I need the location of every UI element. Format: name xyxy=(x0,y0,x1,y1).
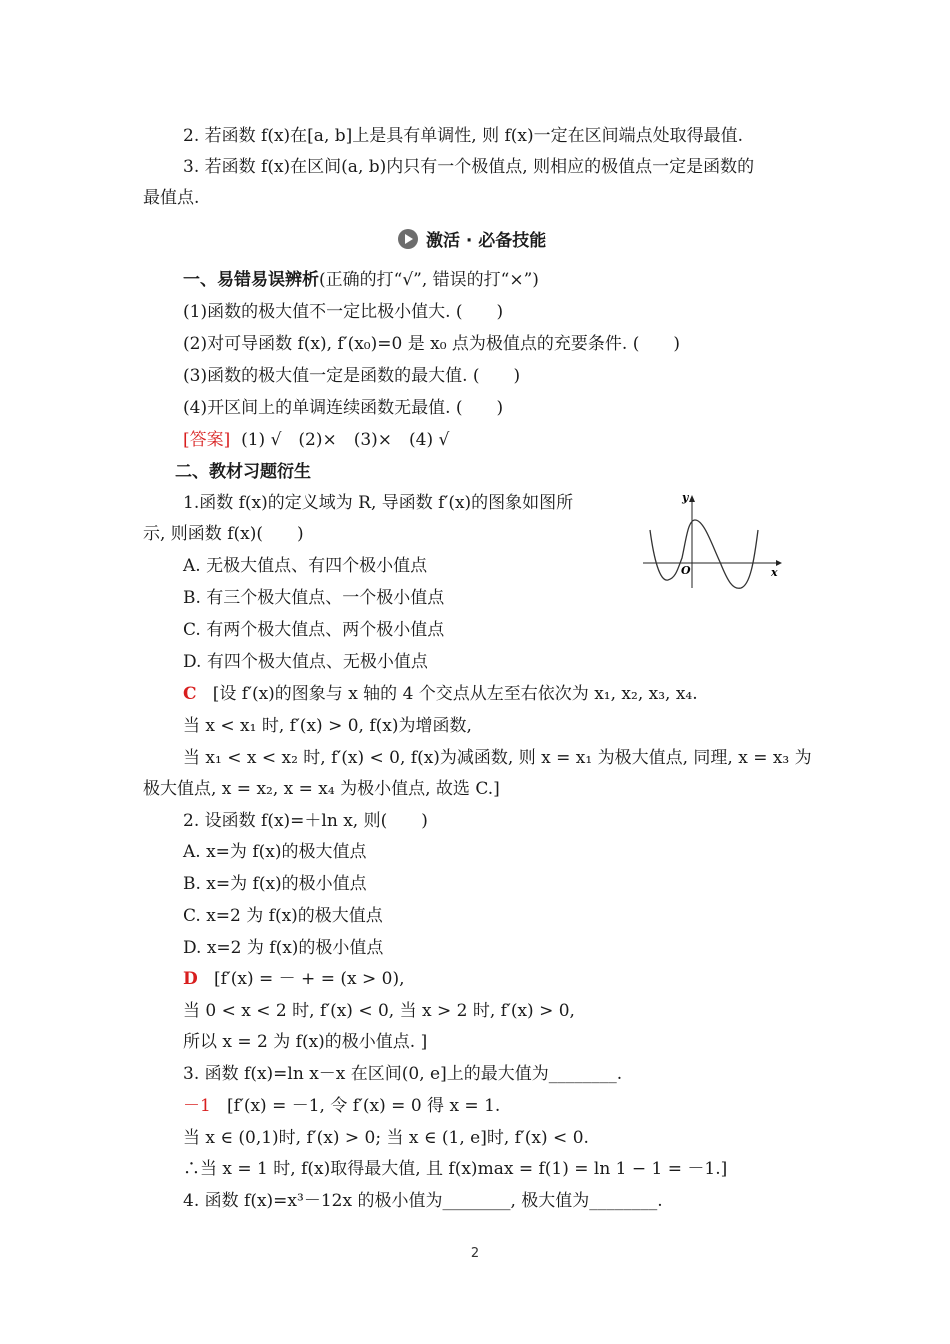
answer-text: (1) √ (2)× (3)× (4) √ xyxy=(241,430,450,450)
part2-heading: 二、教材习题衍生 xyxy=(175,462,311,482)
section-title: 激活 · 必备技能 xyxy=(426,231,547,251)
q3-solution-line2: 当 x ∈ (0,1)时, f′(x) > 0; 当 x ∈ (1, e]时, f′(x) < 0. xyxy=(183,1128,589,1148)
q2-solution-line3: 所以 x = 2 为 f(x)的极小值点. ] xyxy=(183,1032,428,1052)
q1-stem-line2: 示, 则函数 f(x)( ) xyxy=(143,524,304,544)
page-number: 2 xyxy=(470,1246,480,1261)
q3-answer-value: －1 xyxy=(183,1096,211,1116)
origin-label: O xyxy=(681,564,691,577)
part1-item-1: (1)函数的极大值不一定比极小值大. ( ) xyxy=(183,302,504,322)
q3-solution-line1: －1 [f′(x) = －1, 令 f′(x) = 0 得 x = 1. xyxy=(183,1096,501,1116)
q2-option-b: B. x=为 f(x)的极小值点 xyxy=(183,874,367,894)
section-heading xyxy=(398,226,546,251)
q1-option-b: B. 有三个极大值点、一个极小值点 xyxy=(183,588,445,608)
q1-option-a: A. 无极大值点、有四个极小值点 xyxy=(183,556,428,576)
q2-option-c: C. x=2 为 f(x)的极大值点 xyxy=(183,906,383,926)
y-axis-arrow-icon xyxy=(689,495,695,502)
q1-solution-line3: 当 x₁ < x < x₂ 时, f′(x) < 0, f(x)为减函数, 则 x = x₁ 为极大值点, 同理, x = x₃ 为 xyxy=(183,748,812,768)
q2-option-d: D. x=2 为 f(x)的极小值点 xyxy=(183,938,384,958)
part1-item-3: (3)函数的极大值一定是函数的最大值. ( ) xyxy=(183,366,521,386)
q2-stem: 2. 设函数 f(x)=＋ln x, 则( ) xyxy=(183,811,428,831)
q2-solution-line1: D [f′(x) = － + = (x > 0), xyxy=(183,969,405,989)
q1-option-d: D. 有四个极大值点、无极小值点 xyxy=(183,652,428,672)
q1-solution-line4: 极大值点, x = x₂, x = x₄ 为极小值点, 故选 C.] xyxy=(143,779,500,799)
part1-item-2: (2)对可导函数 f(x), f′(x₀)=0 是 x₀ 点为极值点的充要条件. ( ) xyxy=(183,334,681,354)
part1-item-4: (4)开区间上的单调连续函数无最值. ( ) xyxy=(183,398,504,418)
y-label: y xyxy=(682,491,689,504)
q1-solution-line1: C [设 f′(x)的图象与 x 轴的 4 个交点从左至右依次为 x₁, x₂, x₃, x₄. xyxy=(183,684,698,704)
x-label: x xyxy=(771,566,778,579)
q3-solution-line3: ∴当 x = 1 时, f(x)取得最大值, 且 f(x)max = f(1) = ln 1 − 1 = －1.] xyxy=(183,1159,728,1179)
q1-stem-line1: 1.函数 f(x)的定义域为 R, 导函数 f′(x)的图象如图所 xyxy=(183,493,574,513)
part1-answer xyxy=(183,428,449,452)
play-circle-icon xyxy=(398,229,418,249)
part1-heading: 一、易错易误辨析 xyxy=(183,270,319,290)
q1-option-c: C. 有两个极大值点、两个极小值点 xyxy=(183,620,445,640)
note-3-line2: 最值点. xyxy=(143,188,200,208)
q1-answer-letter: C xyxy=(183,684,197,704)
q2-option-a: A. x=为 f(x)的极大值点 xyxy=(183,842,367,862)
derivative-graph xyxy=(638,490,783,590)
curve xyxy=(650,520,758,588)
q1-solution-line2: 当 x < x₁ 时, f′(x) > 0, f(x)为增函数, xyxy=(183,716,472,736)
q3-stem: 3. 函数 f(x)=ln x－x 在区间(0, e]上的最大值为________. xyxy=(183,1064,623,1084)
note-2: 2. 若函数 f(x)在[a, b]上是具有单调性, 则 f(x)一定在区间端点处取得最值. xyxy=(183,126,744,146)
q2-solution-line2: 当 0 < x < 2 时, f′(x) < 0, 当 x > 2 时, f′(x) > 0, xyxy=(183,1001,575,1021)
part1-heading-note: (正确的打“√”, 错误的打“×”) xyxy=(319,270,539,290)
answer-label: [答案] xyxy=(183,430,231,450)
q4-stem: 4. 函数 f(x)=x³－12x 的极小值为________, 极大值为________. xyxy=(183,1191,663,1211)
q2-answer-letter: D xyxy=(183,969,198,989)
note-3-line1: 3. 若函数 f(x)在区间(a, b)内只有一个极值点, 则相应的极值点一定是函数的 xyxy=(183,157,755,177)
part1-heading-line xyxy=(183,268,539,292)
